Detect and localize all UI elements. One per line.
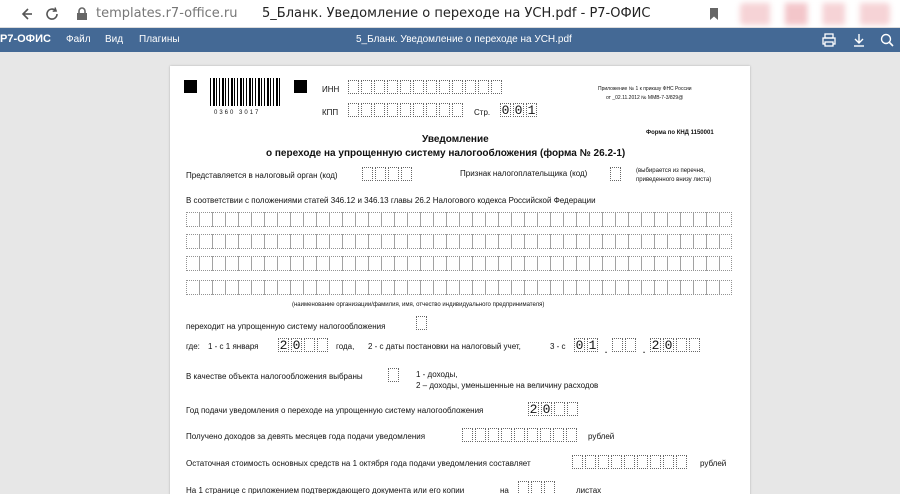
name-caption: (наименование организации/фамилия, имя, отчество индивидуального предпринимателя) [292,302,545,308]
tax-authority-field[interactable] [362,167,414,181]
page-title: 5_Бланк. Уведомление о переходе на УСН.pdf - Р7-ОФИС [262,6,651,21]
org-name-row-4[interactable] [186,280,732,295]
corner-marker [294,80,307,93]
basis-text: В соответствии с положениями статей 346.12 и 346.13 главы 26.2 Налогового кодекса Российской Федерации [186,196,596,205]
year-field[interactable]: 2 0 [278,338,330,352]
form-title: Уведомление [422,134,489,145]
reload-icon[interactable] [44,6,60,22]
taxpayer-sign-note-2: приведенного внизу листа) [636,177,712,183]
object-option-1: 1 - доходы, [416,370,458,379]
bookmark-icon[interactable] [706,6,722,22]
page-label: Стр. [474,108,491,117]
transition-code-field[interactable] [416,316,429,330]
residual-unit: рублей [700,459,727,468]
barcode-number: 0360 3017 [214,110,261,116]
inn-field[interactable] [348,80,504,94]
income-unit: рублей [588,432,615,441]
app-toolbar [0,28,900,52]
address-bar[interactable]: templates.r7-office.ru [96,6,238,21]
taxpayer-sign-note: (выбирается из перечня, [636,168,705,174]
pages-on: на [500,486,509,494]
income-field[interactable] [462,428,579,442]
pages-line: На 1 странице с приложением подтверждающего документа или его копии [186,486,465,494]
app-logo: Р7-ОФИС [0,33,51,45]
sheets-label: листах [576,486,602,494]
option-1: 1 - с 1 января [208,342,259,351]
year-suffix: года, [336,342,355,351]
residual-label: Остаточная стоимость основных средств на 1 октября года подачи уведомления составляет [186,459,531,468]
org-name-row-2[interactable] [186,234,732,249]
org-name-row-3[interactable] [186,256,732,271]
org-name-row-1[interactable] [186,212,732,227]
menu-view[interactable]: Вид [105,34,124,45]
barcode [210,78,280,106]
knd-code: Форма по КНД 1150001 [646,130,714,136]
appendix-note: Приложение № 1 к приказу ФНС России [598,86,692,92]
notice-year-label: Год подачи уведомления о переходе на упрощенную систему налогообложения [186,406,484,415]
form-subtitle: о переходе на упрощенную систему налогообложения (форма № 26.2-1) [266,148,626,159]
option-3: 3 - с [550,342,566,351]
sheets-field[interactable] [518,481,557,494]
notice-year-field[interactable]: 2 0 [528,402,580,416]
income-label: Получено доходов за девять месяцев года подачи уведомления [186,432,426,441]
object-code-field[interactable] [388,368,401,382]
option-2: 2 - с даты постановки на налоговый учет, [368,342,521,351]
menu-file[interactable]: Файл [66,34,91,45]
document-title: 5_Бланк. Уведомление о переходе на УСН.pdf [356,34,572,45]
document-page [170,66,750,494]
transition-label: переходит на упрощенную систему налогообложения [186,322,386,331]
blurred-extension-icons [740,3,890,25]
tax-authority-label: Представляется в налоговый орган (код) [186,171,338,180]
kpp-field[interactable] [348,103,465,117]
taxpayer-sign-field[interactable] [610,167,623,181]
kpp-label: КПП [322,108,339,117]
appendix-date: от _02.11.2012 № ММВ-7-3/829@ [606,95,684,101]
taxpayer-sign-label: Признак налогоплательщика (код) [460,169,588,178]
menu-plugins[interactable]: Плагины [139,34,180,45]
print-icon[interactable] [821,32,837,48]
date-field[interactable]: 0 1 . . 2 0 [574,338,702,360]
search-icon[interactable] [879,32,895,48]
lock-icon [74,6,90,22]
inn-label: ИНН [322,85,340,94]
where-label: где: [186,342,200,351]
residual-field[interactable] [572,455,689,469]
browser-chrome [0,0,900,28]
object-option-2: 2 – доходы, уменьшенные на величину расходов [416,381,599,390]
download-icon[interactable] [851,32,867,48]
back-icon[interactable] [18,6,34,22]
page-number-field[interactable]: 0 0 1 [501,103,536,118]
corner-marker [184,80,197,93]
object-label: В качестве объекта налогообложения выбраны [186,372,363,381]
